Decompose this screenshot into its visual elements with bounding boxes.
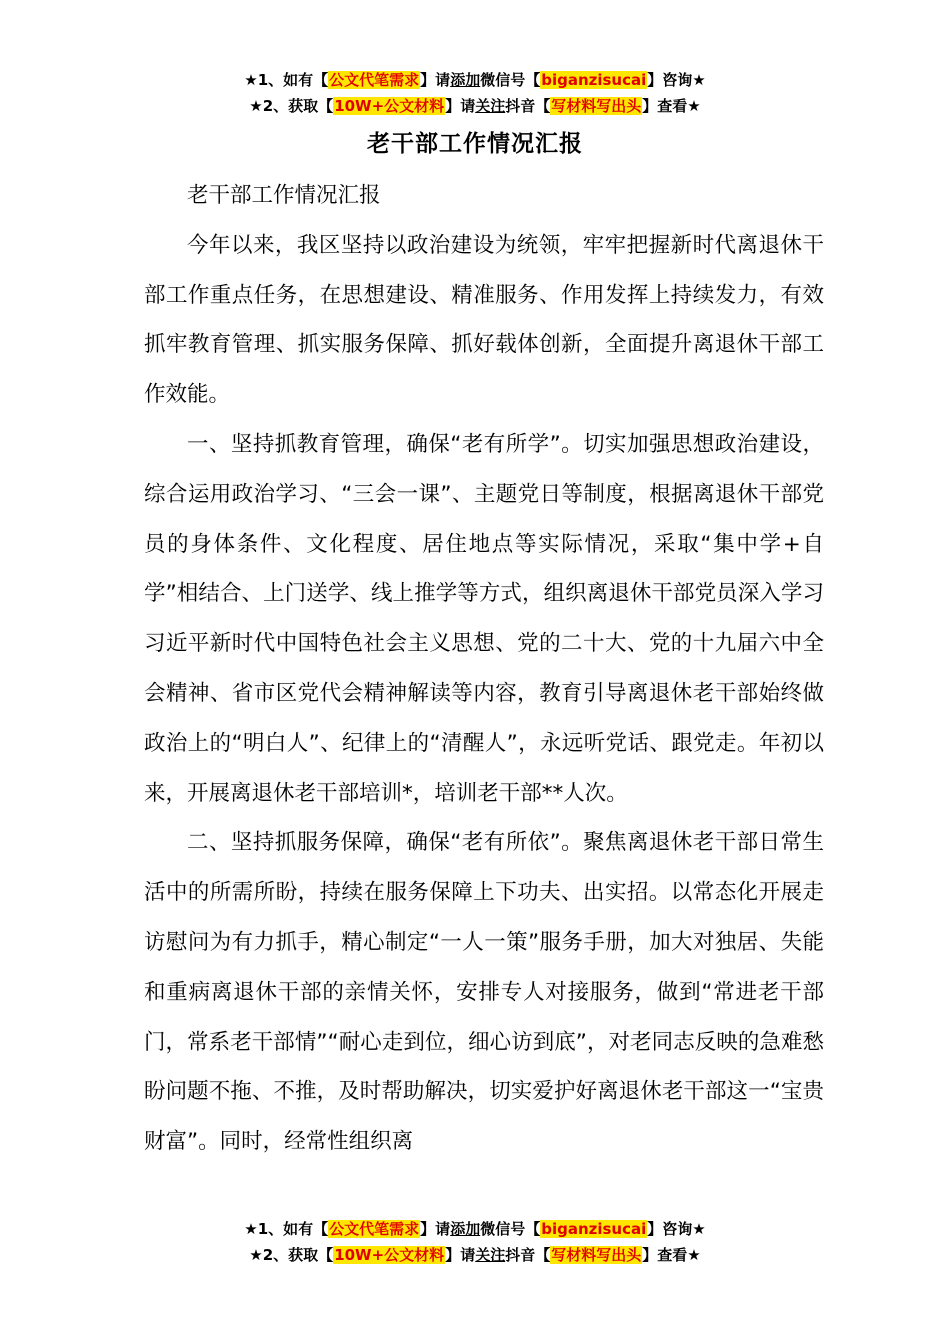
promo-text: 】请 [420, 1220, 451, 1238]
body-paragraph: 今年以来，我区坚持以政治建设为统领，牢牢把握新时代离退休干部工作重点任务，在思想建设、精准服务、作用发挥上持续发力，有效抓牢教育管理、抓实服务保障、抓好载体创新，全面提升离退休干部工作效能。 [144, 232, 824, 408]
document-title: 老干部工作情况汇报 [367, 131, 583, 157]
promo-text: 】查看★ [642, 1246, 701, 1264]
body-paragraph: 二、坚持抓服务保障，确保“老有所依”。聚焦离退休老干部日常生活中的所需所盼，持续在服务保障上下功夫、出实招。以常态化开展走访慰问为有力抓手，精心制定“一人一策”服务手册，加大对独居、失能和重病离退休干部的亲情关怀，安排专人对接服务，做到“常进老干部门，常系老干部情”“耐心走到位，细心访到底”，对老同志反映的急难愁盼问题不拖、不推，及时帮助解决，切实爱护好离退休老干部这一“宝贵财富”。同时，经常性组织离 [144, 830, 824, 1155]
body-paragraph: 老干部工作情况汇报 [187, 183, 381, 208]
promo-text: 】请 [445, 1246, 476, 1264]
promo-highlight: 公文代笔需求 [329, 1220, 420, 1238]
header-promo-banner [0, 67, 950, 119]
promo-highlight: 公文代笔需求 [329, 71, 420, 89]
promo-text: ★1、如有【 [244, 71, 329, 89]
promo-line-1 [0, 67, 950, 93]
promo-text: 微信号【 [480, 1220, 541, 1238]
promo-text: 微信号【 [480, 71, 541, 89]
promo-wechat-id: biganzisucai [541, 1220, 647, 1238]
promo-text: 】咨询★ [647, 71, 706, 89]
footer-promo-banner [0, 1216, 950, 1268]
promo-underlined-text: 关注 [475, 97, 506, 115]
promo-text: 抖音【 [505, 1246, 551, 1264]
promo-text: ★2、获取【 [249, 1246, 334, 1264]
promo-text: 】咨询★ [647, 1220, 706, 1238]
promo-douyin-id: 写材料写出头 [551, 1246, 642, 1264]
promo-text: 】查看★ [642, 97, 701, 115]
promo-text: ★2、获取【 [249, 97, 334, 115]
promo-text: ★1、如有【 [244, 1220, 329, 1238]
promo-highlight: 10W+公文材料 [334, 97, 445, 115]
promo-underlined-text: 关注 [475, 1246, 506, 1264]
promo-wechat-id: biganzisucai [541, 71, 647, 89]
promo-text: 抖音【 [505, 97, 551, 115]
promo-line-2 [0, 93, 950, 119]
promo-highlight: 10W+公文材料 [334, 1246, 445, 1264]
promo-line-1 [0, 1216, 950, 1242]
document-body [144, 171, 824, 1167]
body-paragraph: 一、坚持抓教育管理，确保“老有所学”。切实加强思想政治建设，综合运用政治学习、“三会一课”、主题党日等制度，根据离退休干部党员的身体条件、文化程度、居住地点等实际情况，采取“集中学+自学”相结合、上门送学、线上推学等方式，组织离退休干部党员深入学习习近平新时代中国特色社会主义思想、党的二十大、党的十九届六中全会精神、省市区党代会精神解读等内容，教育引导离退休老干部始终做政治上的“明白人”、纪律上的“清醒人”，永远听党话、跟党走。年初以来，开展离退休老干部培训*，培训老干部**人次。 [144, 431, 824, 806]
promo-underlined-text: 添加 [450, 1220, 481, 1238]
promo-line-2 [0, 1242, 950, 1268]
promo-text: 】请 [420, 71, 451, 89]
promo-douyin-id: 写材料写出头 [551, 97, 642, 115]
promo-text: 】请 [445, 97, 476, 115]
promo-underlined-text: 添加 [450, 71, 481, 89]
